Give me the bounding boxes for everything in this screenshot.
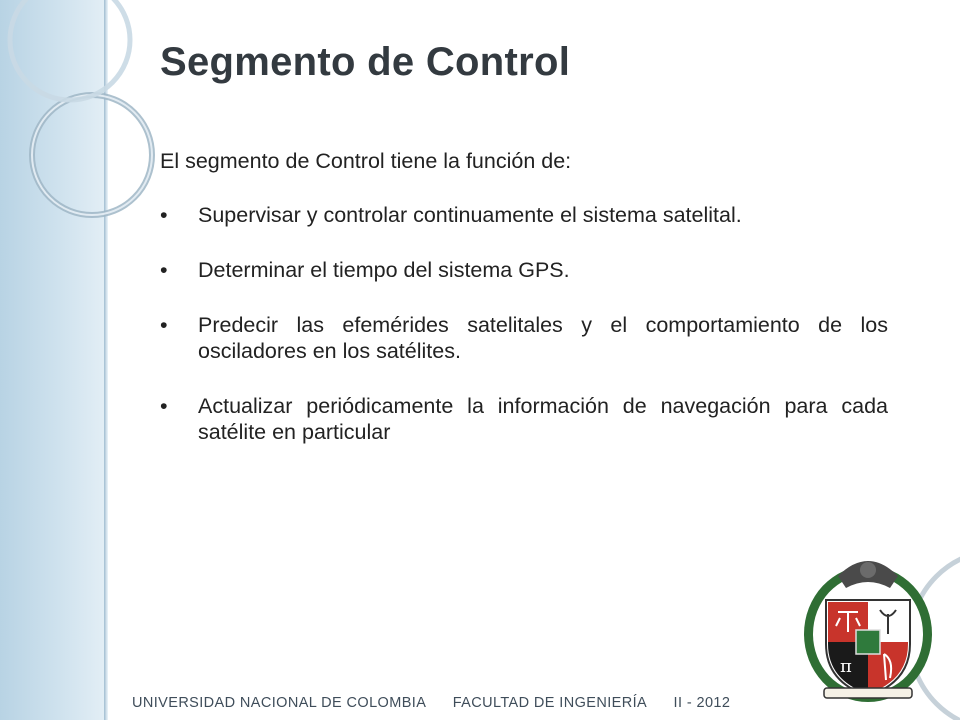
bullet-dot: • [160, 394, 168, 418]
intro-text: El segmento de Control tiene la función de: [160, 149, 572, 173]
slide-body [160, 148, 888, 474]
bullet-text: Predecir las efemérides satelitales y el comportamiento de los osciladores en los satélites. [198, 313, 888, 363]
footer-university: UNIVERSIDAD NACIONAL DE COLOMBIA [132, 695, 427, 711]
bullet-text: Actualizar periódicamente la información de navegación para cada satélite en particular [198, 394, 888, 444]
ring-1-highlight [32, 95, 152, 215]
bullet-dot: • [160, 313, 168, 337]
seal-center-escutcheon [856, 630, 880, 654]
footer-faculty: FACULTAD DE INGENIERÍA [452, 695, 648, 711]
bullet-list [160, 202, 888, 445]
seal-pi: π [840, 656, 852, 677]
slide-footer [132, 695, 752, 711]
bullet-dot: • [160, 258, 168, 282]
university-seal-icon [798, 548, 938, 704]
bullet-item [160, 202, 888, 228]
footer-period: II - 2012 [673, 695, 731, 711]
bullet-text: Determinar el tiempo del sistema GPS. [198, 258, 570, 282]
seal-eagle-head [860, 562, 876, 578]
ring-2 [10, 0, 130, 100]
seal-ribbon [824, 688, 912, 698]
bullet-item [160, 393, 888, 445]
slide-title: Segmento de Control [160, 40, 571, 84]
bullet-dot: • [160, 203, 168, 227]
bullet-item [160, 257, 888, 283]
bullet-item [160, 312, 888, 364]
bullet-text: Supervisar y controlar continuamente el sistema satelital. [198, 203, 742, 227]
